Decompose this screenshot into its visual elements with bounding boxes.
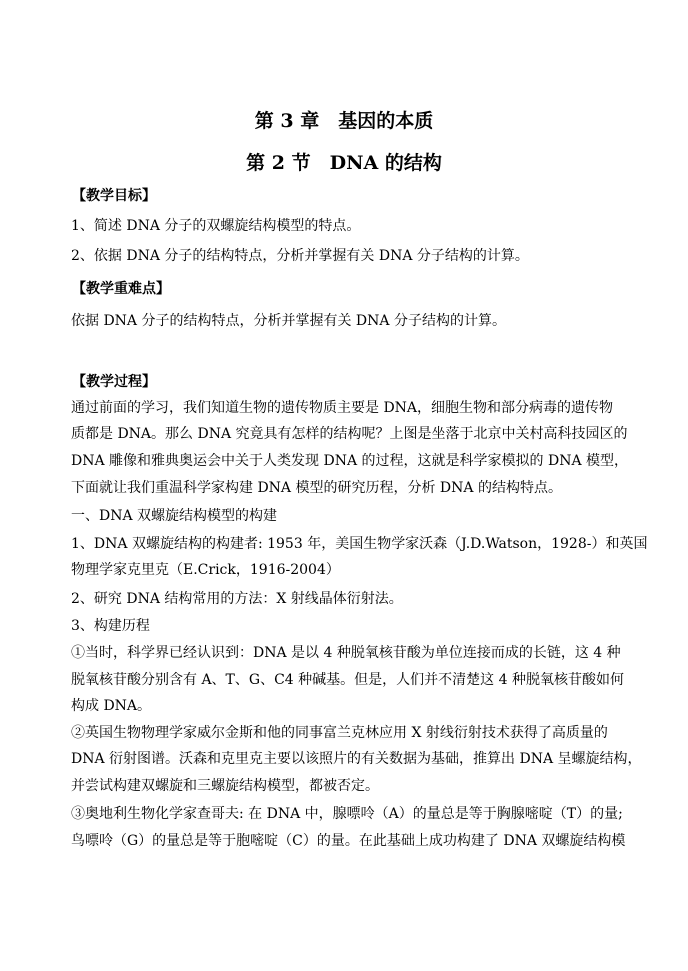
process-line: 脱氧核苷酸分别含有 A、T、G、C4 种碱基。但是，人们并不清楚这 4 种脱氧核苷酸如何 <box>71 672 624 688</box>
goals-heading: 【教学目标】 <box>72 188 156 204</box>
process-line: DNA 雕像和雅典奥运会中关于人类发现 DNA 的过程，这就是科学家模拟的 DNA 模型， <box>71 453 629 469</box>
section-one-heading: 一、DNA 双螺旋结构模型的构建 <box>71 508 278 524</box>
process-line: 下面就让我们重温科学家构建 DNA 模型的研究历程，分析 DNA 的结构特点。 <box>71 480 562 496</box>
key-points-text: 依据 DNA 分子的结构特点，分析并掌握有关 DNA 分子结构的计算。 <box>71 313 506 329</box>
process-heading: 【教学过程】 <box>72 374 156 390</box>
goal-item-1: 1、简述 DNA 分子的双螺旋结构模型的特点。 <box>71 218 361 234</box>
process-line: DNA 衍射图谱。沃森和克里克主要以该照片的有关数据为基础，推算出 DNA 呈螺旋结构， <box>71 751 642 767</box>
process-line: ②英国生物物理学家威尔金斯和他的同事富兰克林应用 X 射线衍射技术获得了高质量的 <box>71 725 608 741</box>
section-title: 第 2 节 DNA 的结构 <box>246 152 442 174</box>
process-line: 物理学家克里克（E.Crick，1916-2004） <box>71 562 340 578</box>
goal-item-2: 2、依据 DNA 分子的结构特点，分析并掌握有关 DNA 分子结构的计算。 <box>71 248 529 264</box>
process-line: 构成 DNA。 <box>71 698 152 714</box>
process-line: 2、研究 DNA 结构常用的方法：X 射线晶体衍射法。 <box>71 591 403 607</box>
process-line: 1、DNA 双螺旋结构的构建者: 1953 年，美国生物学家沃森（J.D.Watson，1928-）和英国 <box>71 536 648 552</box>
process-line: 质都是 DNA。那么 DNA 究竟具有怎样的结构呢？上图是坐落于北京中关村高科技园区的 <box>71 426 628 442</box>
process-line: 通过前面的学习，我们知道生物的遗传物质主要是 DNA，细胞生物和部分病毒的遗传物 <box>71 400 614 416</box>
process-line: 3、构建历程 <box>71 618 150 634</box>
key-points-heading: 【教学重难点】 <box>72 281 170 297</box>
process-line: 鸟嘌呤（G）的量总是等于胞嘧啶（C）的量。在此基础上成功构建了 DNA 双螺旋结构模 <box>71 833 626 849</box>
process-line: 并尝试构建双螺旋和三螺旋结构模型，都被否定。 <box>71 778 379 794</box>
chapter-title: 第 3 章 基因的本质 <box>254 110 434 132</box>
process-line: ①当时，科学界已经认识到：DNA 是以 4 种脱氧核苷酸为单位连接而成的长链，这 4 种 <box>71 645 621 661</box>
process-line: ③奥地利生物化学家查哥夫: 在 DNA 中，腺嘌呤（A）的量总是等于胸腺嘧啶（T）的量; <box>71 806 623 822</box>
